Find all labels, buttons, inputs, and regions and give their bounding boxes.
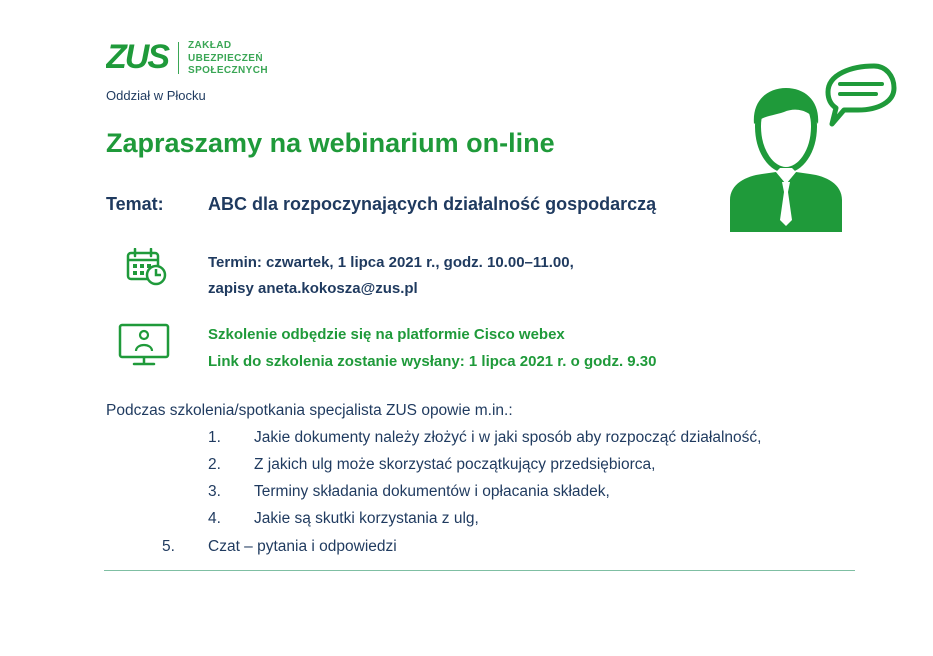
- list-item-number: 1.: [208, 429, 221, 446]
- computer-presenter-icon: [118, 323, 172, 367]
- logo-name-line-1: ZAKŁAD: [188, 40, 232, 51]
- list-item-number: 2.: [208, 456, 221, 473]
- zus-logo-mark: [106, 36, 170, 76]
- calendar-clock-icon: [126, 248, 168, 286]
- platform-info: Szkolenie odbędzie się na platformie Cisco webex: [208, 326, 565, 343]
- agenda-intro: Podczas szkolenia/spotkania specjalista ZUS opowie m.in.:: [106, 402, 513, 419]
- link-info: Link do szkolenia zostanie wysłany: 1 lipca 2021 r. o godz. 9.30: [208, 353, 657, 370]
- logo-name-line-3: SPOŁECZNYCH: [188, 65, 268, 76]
- logo-name: [188, 40, 268, 78]
- list-item-number: 4.: [208, 510, 221, 527]
- speaker-with-speech-bubble-icon: [728, 60, 900, 236]
- topic-value: ABC dla rozpoczynających działalność gospodarczą: [208, 194, 657, 214]
- logo-abbr: ZUS: [106, 38, 168, 76]
- page-title: Zapraszamy na webinarium on-line: [106, 128, 555, 158]
- branch-name: Oddział w Płocku: [106, 88, 206, 103]
- list-item: Terminy składania dokumentów i opłacania składek,: [254, 483, 610, 500]
- logo-divider: [178, 42, 179, 74]
- list-item: Jakie są skutki korzystania z ulg,: [254, 510, 479, 527]
- list-item-number: 3.: [208, 483, 221, 500]
- schedule-signup: zapisy aneta.kokosza@zus.pl: [208, 280, 418, 297]
- logo-name-line-2: UBEZPIECZEŃ: [188, 52, 263, 64]
- list-item: Jakie dokumenty należy złożyć i w jaki sposób aby rozpocząć działalność,: [254, 429, 762, 446]
- list-item: Z jakich ulg może skorzystać początkujący przedsiębiorca,: [254, 456, 656, 473]
- schedule-date: Termin: czwartek, 1 lipca 2021 r., godz. 10.00–11.00,: [208, 254, 574, 271]
- footer-divider: [104, 570, 855, 571]
- list-item: Czat – pytania i odpowiedzi: [208, 538, 397, 555]
- topic-label: Temat:: [106, 194, 164, 214]
- list-item-number: 5.: [162, 538, 175, 555]
